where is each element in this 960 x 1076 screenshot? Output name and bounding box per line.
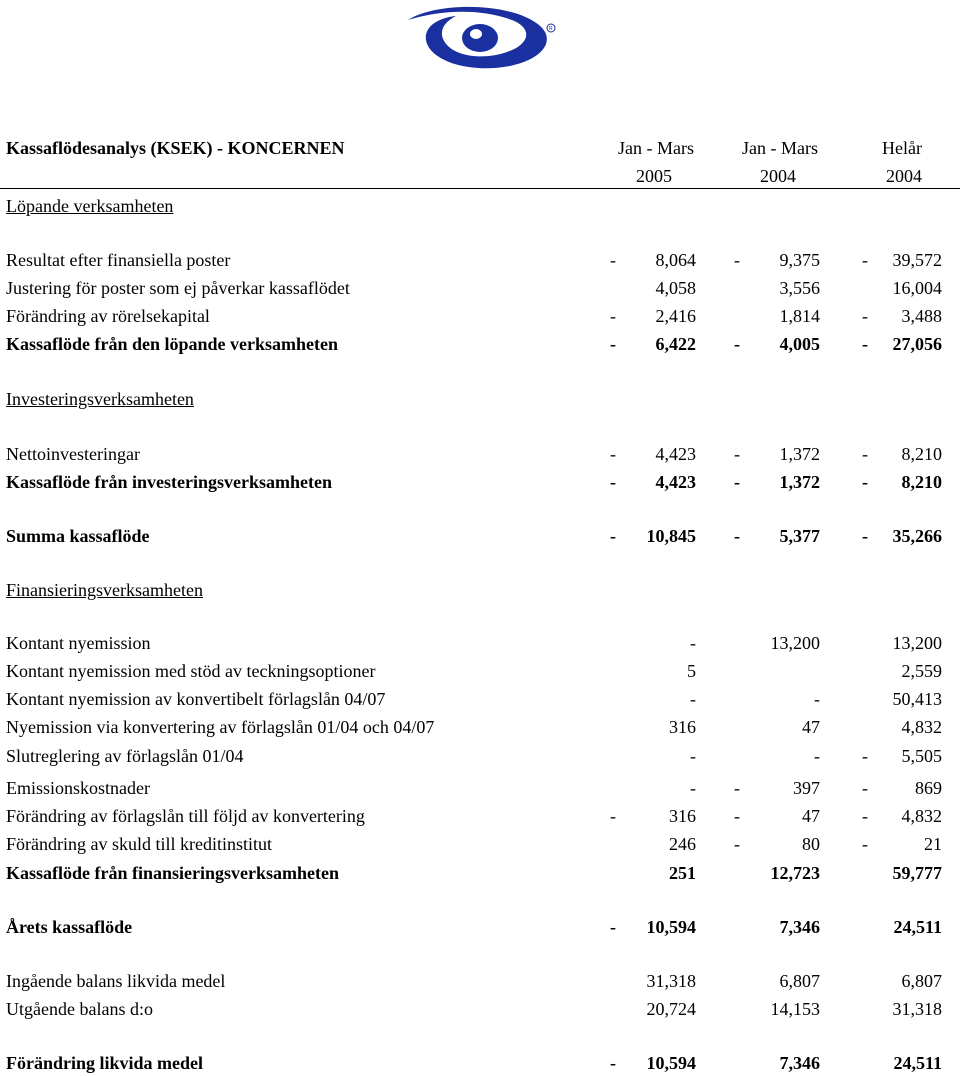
row-value-col-3: 2,559 bbox=[901, 661, 942, 681]
table-row bbox=[0, 687, 960, 711]
table-row bbox=[0, 832, 960, 856]
row-label: Summa kassaflöde bbox=[6, 526, 150, 546]
row-sign-col-3: - bbox=[862, 806, 868, 826]
row-sign-col-2: - bbox=[734, 444, 740, 464]
row-value-col-2: - bbox=[814, 689, 820, 709]
row-sign-col-1: - bbox=[610, 444, 616, 464]
row-value-col-2: 1,814 bbox=[779, 306, 820, 326]
table-row bbox=[0, 861, 960, 885]
table-row bbox=[0, 1051, 960, 1075]
table-row bbox=[0, 524, 960, 548]
row-value-col-2: 13,200 bbox=[770, 633, 820, 653]
row-sign-col-1: - bbox=[610, 250, 616, 270]
row-value-col-1: - bbox=[690, 633, 696, 653]
row-value-col-3: 27,056 bbox=[892, 334, 942, 354]
column-year-2: 2004 bbox=[760, 166, 796, 186]
row-value-col-2: 6,807 bbox=[779, 971, 820, 991]
company-logo bbox=[400, 2, 565, 72]
row-value-col-2: 12,723 bbox=[770, 863, 820, 883]
row-label: Resultat efter finansiella poster bbox=[6, 250, 231, 270]
row-sign-col-3: - bbox=[862, 334, 868, 354]
row-sign-col-2: - bbox=[734, 778, 740, 798]
row-value-col-2: 5,377 bbox=[779, 526, 820, 546]
row-value-col-1: 10,594 bbox=[646, 917, 696, 937]
row-value-col-3: 5,505 bbox=[901, 746, 942, 766]
row-label: Utgående balans d:o bbox=[6, 999, 153, 1019]
table-row bbox=[0, 776, 960, 800]
row-label: Årets kassaflöde bbox=[6, 917, 133, 937]
svg-text:R: R bbox=[549, 26, 553, 32]
section-heading-investering: Investeringsverksamheten bbox=[6, 389, 194, 409]
row-value-col-2: 47 bbox=[802, 806, 820, 826]
row-value-col-3: 16,004 bbox=[892, 278, 942, 298]
row-value-col-3: 6,807 bbox=[901, 971, 942, 991]
section-heading-finansiering: Finansieringsverksamheten bbox=[6, 580, 203, 600]
row-value-col-1: 251 bbox=[669, 863, 696, 883]
row-value-col-3: 24,511 bbox=[893, 1053, 942, 1073]
row-value-col-3: 39,572 bbox=[892, 250, 942, 270]
row-label: Förändring av förlagslån till följd av konvertering bbox=[6, 806, 365, 826]
row-value-col-3: 31,318 bbox=[892, 999, 942, 1019]
row-label: Kassaflöde från finansieringsverksamheten bbox=[6, 863, 339, 883]
table-row bbox=[0, 631, 960, 655]
row-sign-col-3: - bbox=[862, 778, 868, 798]
row-label: Kassaflöde från den löpande verksamheten bbox=[6, 334, 339, 354]
table-row bbox=[0, 248, 960, 272]
row-value-col-2: 7,346 bbox=[779, 917, 820, 937]
row-value-col-3: 4,832 bbox=[901, 806, 942, 826]
column-period-3: Helår bbox=[882, 138, 922, 158]
row-sign-col-1: - bbox=[610, 806, 616, 826]
row-sign-col-3: - bbox=[862, 526, 868, 546]
row-label: Förändring av rörelsekapital bbox=[6, 306, 210, 326]
row-value-col-3: 8,210 bbox=[901, 444, 942, 464]
row-value-col-3: 8,210 bbox=[901, 472, 942, 492]
row-sign-col-3: - bbox=[862, 746, 868, 766]
row-label: Ingående balans likvida medel bbox=[6, 971, 226, 991]
row-value-col-3: 3,488 bbox=[901, 306, 942, 326]
table-row bbox=[0, 659, 960, 683]
row-value-col-2: 4,005 bbox=[779, 334, 820, 354]
row-sign-col-3: - bbox=[862, 472, 868, 492]
row-label: Förändring av skuld till kreditinstitut bbox=[6, 834, 272, 854]
row-sign-col-2: - bbox=[734, 526, 740, 546]
column-year-3: 2004 bbox=[886, 166, 922, 186]
row-sign-col-3: - bbox=[862, 444, 868, 464]
row-sign-col-1: - bbox=[610, 472, 616, 492]
row-value-col-3: 50,413 bbox=[892, 689, 942, 709]
row-value-col-3: 4,832 bbox=[901, 717, 942, 737]
table-row bbox=[0, 915, 960, 939]
row-value-col-2: 7,346 bbox=[779, 1053, 820, 1073]
row-sign-col-3: - bbox=[862, 834, 868, 854]
table-header-years bbox=[0, 164, 960, 189]
row-sign-col-3: - bbox=[862, 250, 868, 270]
row-label: Slutreglering av förlagslån 01/04 bbox=[6, 746, 244, 766]
table-row bbox=[0, 997, 960, 1021]
column-period-1: Jan - Mars bbox=[618, 138, 694, 158]
row-value-col-2: 9,375 bbox=[779, 250, 820, 270]
column-period-2: Jan - Mars bbox=[742, 138, 818, 158]
row-value-col-1: 20,724 bbox=[646, 999, 696, 1019]
row-label: Förändring likvida medel bbox=[6, 1053, 204, 1073]
row-sign-col-3: - bbox=[862, 306, 868, 326]
row-sign-col-2: - bbox=[734, 472, 740, 492]
table-row bbox=[0, 332, 960, 356]
row-value-col-2: 397 bbox=[793, 778, 820, 798]
table-row bbox=[0, 276, 960, 300]
row-value-col-1: 316 bbox=[669, 717, 696, 737]
row-value-col-1: 4,058 bbox=[655, 278, 696, 298]
row-label: Nettoinvesteringar bbox=[6, 444, 140, 464]
row-value-col-2: - bbox=[814, 746, 820, 766]
row-label: Emissionskostnader bbox=[6, 778, 150, 798]
row-sign-col-1: - bbox=[610, 334, 616, 354]
row-sign-col-1: - bbox=[610, 526, 616, 546]
row-label: Kontant nyemission med stöd av teckningsoptioner bbox=[6, 661, 376, 681]
table-row bbox=[0, 304, 960, 328]
row-value-col-1: - bbox=[690, 778, 696, 798]
row-value-col-3: 59,777 bbox=[892, 863, 942, 883]
column-year-1: 2005 bbox=[636, 166, 672, 186]
table-row bbox=[0, 470, 960, 494]
row-sign-col-2: - bbox=[734, 334, 740, 354]
row-value-col-3: 869 bbox=[915, 778, 942, 798]
section-heading-lopande: Löpande verksamheten bbox=[6, 196, 174, 216]
row-label: Kassaflöde från investeringsverksamheten bbox=[6, 472, 332, 492]
row-value-col-1: - bbox=[690, 746, 696, 766]
row-value-col-2: 3,556 bbox=[779, 278, 820, 298]
row-value-col-1: 4,423 bbox=[655, 444, 696, 464]
row-label: Kontant nyemission av konvertibelt förlagslån 04/07 bbox=[6, 689, 386, 709]
row-value-col-1: - bbox=[690, 689, 696, 709]
row-value-col-2: 80 bbox=[802, 834, 820, 854]
row-value-col-1: 31,318 bbox=[646, 971, 696, 991]
row-value-col-2: 1,372 bbox=[779, 472, 820, 492]
row-sign-col-1: - bbox=[610, 917, 616, 937]
row-value-col-2: 47 bbox=[802, 717, 820, 737]
table-header bbox=[0, 136, 960, 162]
row-value-col-3: 13,200 bbox=[892, 633, 942, 653]
row-value-col-1: 4,423 bbox=[655, 472, 696, 492]
row-sign-col-1: - bbox=[610, 1053, 616, 1073]
row-value-col-3: 24,511 bbox=[893, 917, 942, 937]
row-value-col-1: 6,422 bbox=[655, 334, 696, 354]
table-row bbox=[0, 744, 960, 768]
table-row bbox=[0, 715, 960, 739]
row-sign-col-2: - bbox=[734, 806, 740, 826]
row-label: Kontant nyemission bbox=[6, 633, 151, 653]
table-row bbox=[0, 442, 960, 466]
page-title: Kassaflödesanalys (KSEK) - KONCERNEN bbox=[6, 138, 345, 158]
row-sign-col-2: - bbox=[734, 250, 740, 270]
row-sign-col-2: - bbox=[734, 834, 740, 854]
row-value-col-3: 35,266 bbox=[892, 526, 942, 546]
row-value-col-1: 246 bbox=[669, 834, 696, 854]
row-value-col-2: 14,153 bbox=[770, 999, 820, 1019]
row-label: Justering för poster som ej påverkar kassaflödet bbox=[6, 278, 350, 298]
row-value-col-2: 1,372 bbox=[779, 444, 820, 464]
row-value-col-3: 21 bbox=[924, 834, 942, 854]
row-value-col-1: 316 bbox=[669, 806, 696, 826]
row-value-col-1: 10,845 bbox=[646, 526, 696, 546]
row-value-col-1: 8,064 bbox=[655, 250, 696, 270]
row-sign-col-1: - bbox=[610, 306, 616, 326]
row-value-col-1: 2,416 bbox=[655, 306, 696, 326]
row-value-col-1: 5 bbox=[687, 661, 696, 681]
table-row bbox=[0, 969, 960, 993]
table-row bbox=[0, 804, 960, 828]
row-label: Nyemission via konvertering av förlagslån 01/04 och 04/07 bbox=[6, 717, 435, 737]
row-value-col-1: 10,594 bbox=[646, 1053, 696, 1073]
